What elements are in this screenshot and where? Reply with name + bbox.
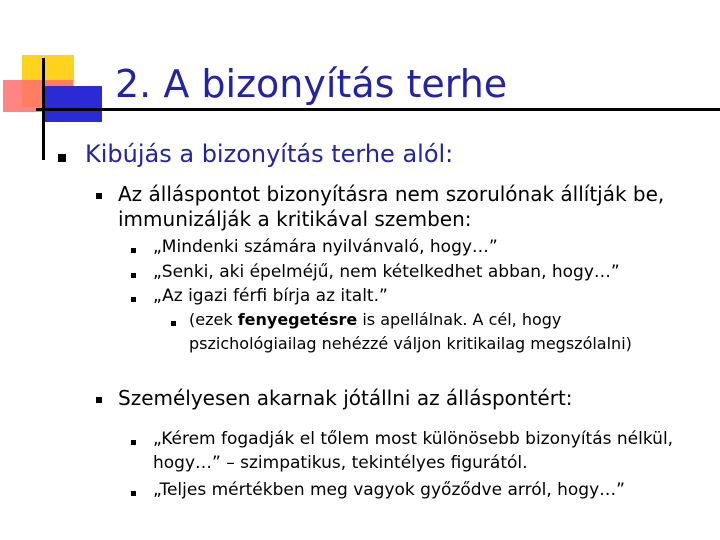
level4-bold-word: fenyegetésre: [237, 310, 358, 329]
bullet-level3-item: „Senki, aki épelméjű, nem kételkedhet abban, hogy…”: [153, 262, 620, 282]
bullet-level2-item-line1: Az álláspontot bizonyításra nem szorulónak állítják be,: [118, 182, 665, 206]
title-underline: [36, 108, 720, 111]
level4-suffix: is apellálnak. A cél, hogy: [357, 310, 562, 329]
bullet-level4-item-line1: [189, 310, 561, 329]
bullet-square-icon: [131, 297, 136, 302]
bullet-square-icon: [131, 491, 136, 496]
slide-title: 2. A bizonyítás terhe: [115, 62, 508, 106]
title-vertical-line: [42, 58, 45, 160]
bullet-level3-item: „Teljes mértékben meg vagyok győződve arról, hogy…”: [153, 480, 625, 500]
bullet-square-icon: [96, 193, 102, 199]
bullet-level3-item: „Mindenki számára nyilvánvaló, hogy…”: [153, 237, 498, 257]
bullet-square-icon: [131, 248, 136, 253]
bullet-level3-item-line1: „Kérem fogadják el tőlem most különösebb bizonyítás nélkül,: [153, 429, 674, 449]
decor-blue-rectangle: [44, 86, 102, 122]
bullet-level3-item: „Az igazi férfi bírja az italt.”: [153, 286, 388, 306]
bullet-level2-item: Személyesen akarnak jótállni az álláspontért:: [118, 386, 573, 410]
bullet-level4-item-line2: pszichológiailag nehézzé váljon kritikailag megszólalni): [189, 334, 632, 353]
bullet-square-icon: [58, 154, 66, 162]
bullet-square-icon: [96, 397, 102, 403]
level4-prefix: (ezek: [189, 310, 238, 329]
bullet-level1-item: Kibújás a bizonyítás terhe alól:: [85, 140, 454, 168]
bullet-square-icon: [171, 321, 176, 326]
bullet-level2-item-line2: immunizálják a kritikával szemben:: [118, 207, 472, 231]
bullet-square-icon: [131, 440, 136, 445]
bullet-square-icon: [131, 273, 136, 278]
bullet-level3-item-line2: hogy…” – szimpatikus, tekintélyes figurától.: [153, 453, 528, 473]
